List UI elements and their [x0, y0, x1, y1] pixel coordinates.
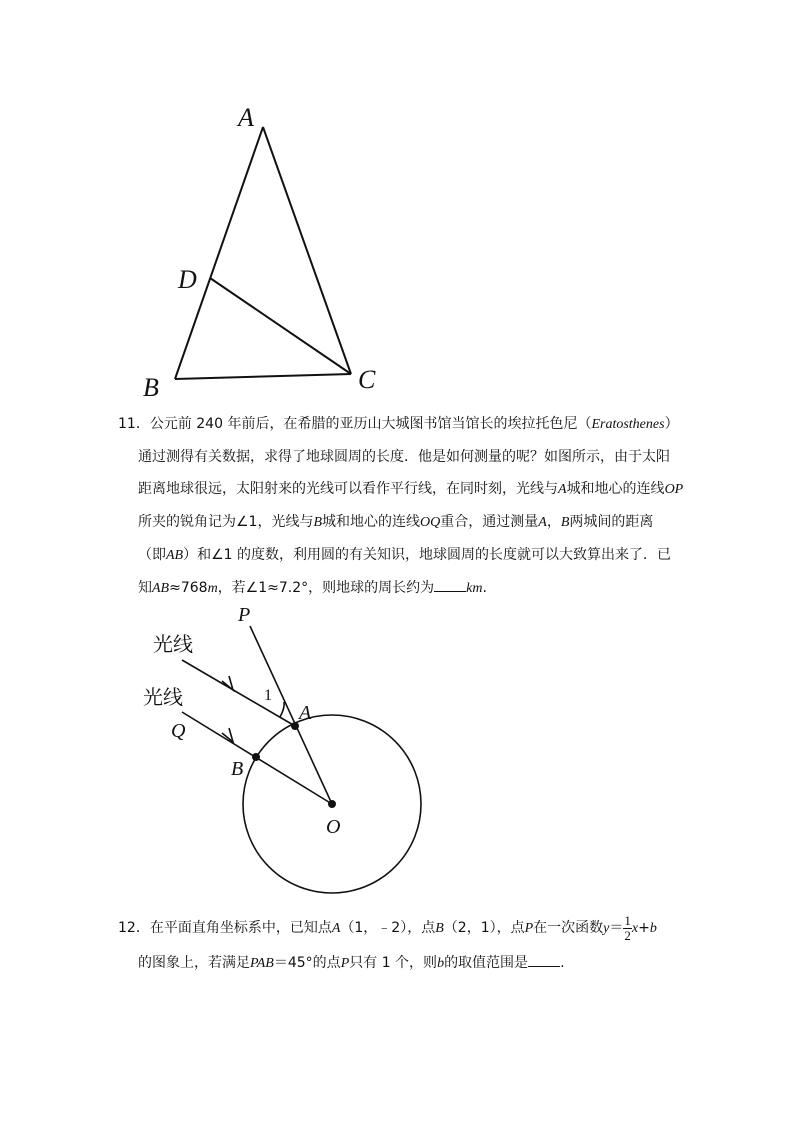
segment-ac [263, 127, 351, 374]
label-c: C [358, 365, 376, 394]
label-q: Q [171, 720, 186, 742]
line-po [250, 626, 332, 804]
label-b: B [143, 373, 159, 402]
question-11 [118, 408, 683, 605]
q12-line-2: 的图象上，若满足PAB＝45°的点P只有 1 个，则b的取值范围是 . [118, 947, 657, 980]
q11-number: 11． [118, 416, 150, 432]
segment-dc [210, 278, 351, 374]
question-12 [118, 910, 657, 980]
label-p: P [238, 604, 251, 626]
label-light-1: 光线 [153, 632, 193, 656]
label-a: A [238, 103, 254, 132]
q11-line-6: 知AB≈768m，若∠1≈7.2°，则地球的周长约为 km. [118, 572, 683, 605]
label-a2: A [299, 702, 312, 724]
arrow-head-1 [222, 676, 233, 690]
point-b [252, 753, 260, 761]
label-o: O [326, 816, 341, 838]
q11-line-3: 距离地球很远，太阳射来的光线可以看作平行线，在同时刻，光线与A城和地心的连线OP [138, 481, 684, 497]
label-d: D [178, 265, 197, 294]
segment-ab [175, 127, 263, 379]
label-light-2: 光线 [143, 685, 183, 709]
answer-blank-11[interactable] [434, 577, 466, 592]
angle-1-arc [280, 702, 284, 717]
fraction-one-half: $\frac{1}{2}$ [624, 912, 631, 943]
answer-blank-12[interactable] [528, 952, 560, 967]
point-a [291, 722, 299, 730]
label-b2: B [231, 758, 244, 780]
q11-line-5: （即AB）和∠1 的度数，利用圆的有关知识，地球圆周的长度就可以大致算出来了．已 [138, 547, 672, 563]
segment-bc [175, 374, 351, 379]
label-angle-1: 1 [264, 687, 272, 704]
eratosthenes: Eratosthenes [591, 417, 665, 432]
q11-line-2: 通过测得有关数据，求得了地球圆周的长度．他是如何测量的呢？如图所示，由于太阳 [138, 449, 670, 465]
q11-line-1: 11．公元前 240 年前后，在希腊的亚历山大城图书馆当馆长的埃拉托色尼（Eratosthenes） [118, 416, 679, 432]
point-o [328, 800, 336, 808]
light-ray-a [182, 660, 295, 726]
q12-line-1: 12．在平面直角坐标系中，已知点A（1，﹣2），点B（2，1），点P在一次函数y＝ $\frac{1}{2}$ x+b [118, 912, 657, 943]
q11-line-4: 所夹的锐角记为∠1，光线与B城和地心的连线OQ重合，通过测量A，B两城间的距离 [138, 514, 654, 530]
q12-number: 12． [118, 920, 150, 936]
